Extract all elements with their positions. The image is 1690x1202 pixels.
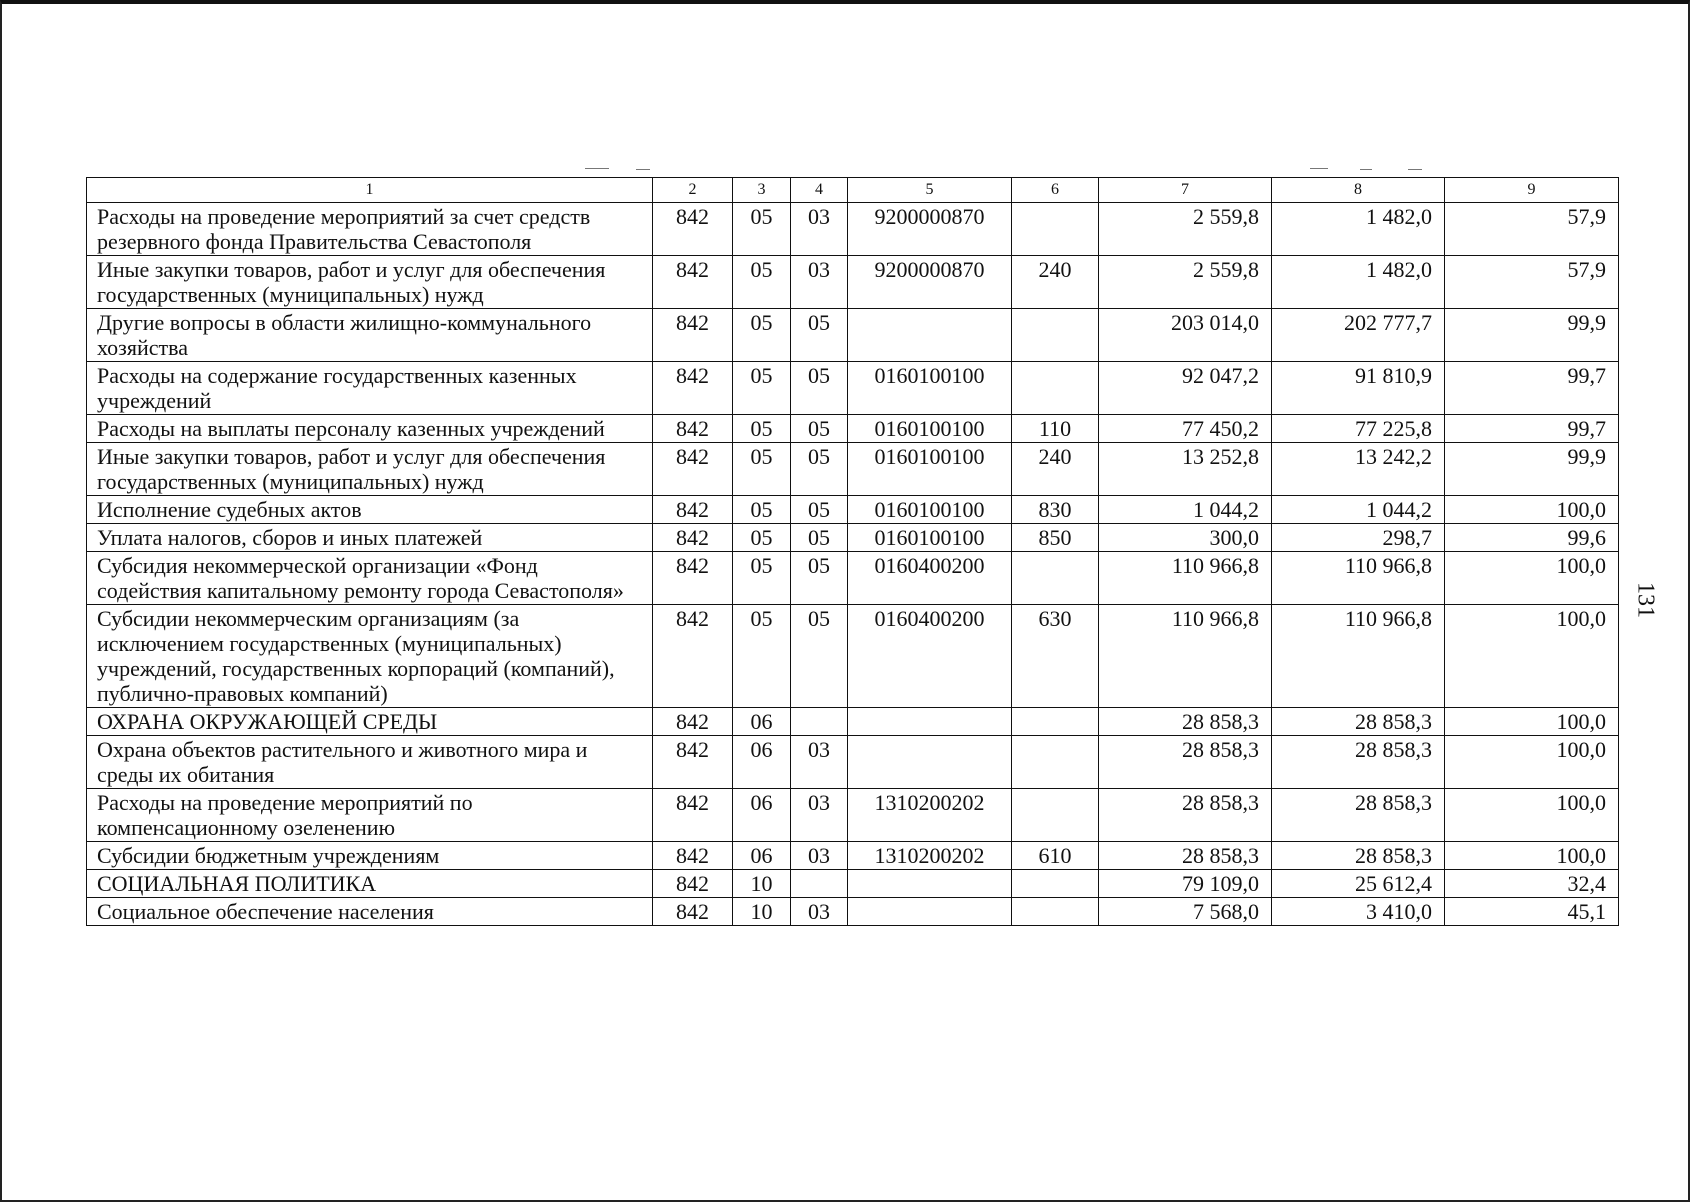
section-cell: 06 <box>733 842 791 870</box>
table-body <box>87 203 1619 926</box>
expense-type-cell <box>1012 362 1099 415</box>
header-cell: 6 <box>1012 178 1099 203</box>
actual-amount-cell: 28 858,3 <box>1272 842 1445 870</box>
subsection-cell: 05 <box>791 443 848 496</box>
actual-amount-cell: 110 966,8 <box>1272 605 1445 708</box>
target-code-cell <box>848 898 1012 926</box>
percent-cell: 99,7 <box>1445 415 1619 443</box>
expense-type-cell <box>1012 309 1099 362</box>
row-name-cell: Расходы на проведение мероприятий за счет средств резервного фонда Правительства Севастополя <box>87 203 653 256</box>
percent-cell: 99,9 <box>1445 443 1619 496</box>
section-cell: 10 <box>733 898 791 926</box>
percent-cell: 100,0 <box>1445 789 1619 842</box>
row-name-cell: Другие вопросы в области жилищно-коммунального хозяйства <box>87 309 653 362</box>
section-cell: 05 <box>733 362 791 415</box>
row-name-cell: Социальное обеспечение населения <box>87 898 653 926</box>
planned-amount-cell: 28 858,3 <box>1099 736 1272 789</box>
expense-type-cell: 240 <box>1012 256 1099 309</box>
header-cell: 3 <box>733 178 791 203</box>
table-row <box>87 870 1619 898</box>
actual-amount-cell: 13 242,2 <box>1272 443 1445 496</box>
percent-cell: 99,6 <box>1445 524 1619 552</box>
header-row <box>87 178 1619 203</box>
row-name-cell: Расходы на проведение мероприятий по компенсационному озеленению <box>87 789 653 842</box>
expense-type-cell <box>1012 736 1099 789</box>
target-code-cell: 1310200202 <box>848 789 1012 842</box>
section-cell: 05 <box>733 524 791 552</box>
gov-code-cell: 842 <box>653 415 733 443</box>
planned-amount-cell: 1 044,2 <box>1099 496 1272 524</box>
expense-type-cell: 110 <box>1012 415 1099 443</box>
planned-amount-cell: 2 559,8 <box>1099 256 1272 309</box>
row-name-cell: Уплата налогов, сборов и иных платежей <box>87 524 653 552</box>
expense-type-cell: 610 <box>1012 842 1099 870</box>
target-code-cell: 9200000870 <box>848 203 1012 256</box>
table-row <box>87 552 1619 605</box>
expense-type-cell <box>1012 898 1099 926</box>
table-row <box>87 524 1619 552</box>
gov-code-cell: 842 <box>653 362 733 415</box>
percent-cell: 99,9 <box>1445 309 1619 362</box>
section-cell: 05 <box>733 309 791 362</box>
percent-cell: 57,9 <box>1445 203 1619 256</box>
percent-cell: 100,0 <box>1445 496 1619 524</box>
header-cell: 9 <box>1445 178 1619 203</box>
target-code-cell: 0160100100 <box>848 443 1012 496</box>
expense-type-cell: 850 <box>1012 524 1099 552</box>
target-code-cell: 0160100100 <box>848 362 1012 415</box>
planned-amount-cell: 28 858,3 <box>1099 708 1272 736</box>
header-cell: 7 <box>1099 178 1272 203</box>
table-row <box>87 415 1619 443</box>
gov-code-cell: 842 <box>653 842 733 870</box>
scan-speck <box>1360 169 1372 170</box>
target-code-cell: 1310200202 <box>848 842 1012 870</box>
subsection-cell: 03 <box>791 203 848 256</box>
table-row <box>87 708 1619 736</box>
subsection-cell: 05 <box>791 496 848 524</box>
target-code-cell: 0160100100 <box>848 496 1012 524</box>
actual-amount-cell: 1 482,0 <box>1272 256 1445 309</box>
subsection-cell: 03 <box>791 256 848 309</box>
percent-cell: 45,1 <box>1445 898 1619 926</box>
planned-amount-cell: 2 559,8 <box>1099 203 1272 256</box>
target-code-cell: 0160100100 <box>848 415 1012 443</box>
subsection-cell: 05 <box>791 415 848 443</box>
planned-amount-cell: 7 568,0 <box>1099 898 1272 926</box>
percent-cell: 57,9 <box>1445 256 1619 309</box>
percent-cell: 100,0 <box>1445 708 1619 736</box>
target-code-cell: 0160400200 <box>848 605 1012 708</box>
subsection-cell: 03 <box>791 842 848 870</box>
actual-amount-cell: 3 410,0 <box>1272 898 1445 926</box>
subsection-cell: 05 <box>791 605 848 708</box>
percent-cell: 32,4 <box>1445 870 1619 898</box>
section-cell: 06 <box>733 789 791 842</box>
header-cell: 1 <box>87 178 653 203</box>
actual-amount-cell: 77 225,8 <box>1272 415 1445 443</box>
table-row <box>87 362 1619 415</box>
row-name-cell: Субсидии бюджетным учреждениям <box>87 842 653 870</box>
target-code-cell <box>848 309 1012 362</box>
planned-amount-cell: 77 450,2 <box>1099 415 1272 443</box>
planned-amount-cell: 28 858,3 <box>1099 789 1272 842</box>
table-row <box>87 443 1619 496</box>
section-cell: 10 <box>733 870 791 898</box>
section-cell: 06 <box>733 708 791 736</box>
subsection-cell: 05 <box>791 552 848 605</box>
gov-code-cell: 842 <box>653 898 733 926</box>
actual-amount-cell: 28 858,3 <box>1272 736 1445 789</box>
row-name-cell: ОХРАНА ОКРУЖАЮЩЕЙ СРЕДЫ <box>87 708 653 736</box>
subsection-cell: 03 <box>791 789 848 842</box>
target-code-cell <box>848 736 1012 789</box>
expense-type-cell: 240 <box>1012 443 1099 496</box>
gov-code-cell: 842 <box>653 789 733 842</box>
expense-type-cell <box>1012 789 1099 842</box>
percent-cell: 100,0 <box>1445 842 1619 870</box>
scan-speck <box>636 169 650 170</box>
section-cell: 05 <box>733 605 791 708</box>
scan-speck <box>1310 168 1328 169</box>
table-row <box>87 309 1619 362</box>
target-code-cell <box>848 708 1012 736</box>
gov-code-cell: 842 <box>653 496 733 524</box>
gov-code-cell: 842 <box>653 256 733 309</box>
target-code-cell: 0160400200 <box>848 552 1012 605</box>
gov-code-cell: 842 <box>653 203 733 256</box>
row-name-cell: Расходы на содержание государственных казенных учреждений <box>87 362 653 415</box>
row-name-cell: Охрана объектов растительного и животного мира и среды их обитания <box>87 736 653 789</box>
subsection-cell <box>791 870 848 898</box>
table-row <box>87 203 1619 256</box>
table-row <box>87 256 1619 309</box>
scan-speck <box>1408 169 1422 170</box>
page-number: 131 <box>1632 582 1659 618</box>
row-name-cell: Субсидии некоммерческим организациям (за исключением государственных (муниципальных) учреждений, государственных корпораций (компаний), публично-правовых компаний) <box>87 605 653 708</box>
target-code-cell: 0160100100 <box>848 524 1012 552</box>
section-cell: 06 <box>733 736 791 789</box>
section-cell: 05 <box>733 203 791 256</box>
expense-type-cell: 830 <box>1012 496 1099 524</box>
subsection-cell <box>791 708 848 736</box>
gov-code-cell: 842 <box>653 552 733 605</box>
actual-amount-cell: 1 044,2 <box>1272 496 1445 524</box>
table-row <box>87 605 1619 708</box>
planned-amount-cell: 28 858,3 <box>1099 842 1272 870</box>
gov-code-cell: 842 <box>653 870 733 898</box>
row-name-cell: Исполнение судебных актов <box>87 496 653 524</box>
table-row <box>87 898 1619 926</box>
section-cell: 05 <box>733 256 791 309</box>
actual-amount-cell: 1 482,0 <box>1272 203 1445 256</box>
target-code-cell <box>848 870 1012 898</box>
planned-amount-cell: 110 966,8 <box>1099 552 1272 605</box>
row-name-cell: Расходы на выплаты персоналу казенных учреждений <box>87 415 653 443</box>
subsection-cell: 03 <box>791 736 848 789</box>
section-cell: 05 <box>733 552 791 605</box>
scan-speck <box>585 168 609 169</box>
actual-amount-cell: 28 858,3 <box>1272 708 1445 736</box>
gov-code-cell: 842 <box>653 524 733 552</box>
percent-cell: 99,7 <box>1445 362 1619 415</box>
gov-code-cell: 842 <box>653 309 733 362</box>
table-row <box>87 496 1619 524</box>
percent-cell: 100,0 <box>1445 736 1619 789</box>
target-code-cell: 9200000870 <box>848 256 1012 309</box>
row-name-cell: Субсидия некоммерческой организации «Фонд содействия капитальному ремонту города Севастополя» <box>87 552 653 605</box>
percent-cell: 100,0 <box>1445 552 1619 605</box>
expense-type-cell: 630 <box>1012 605 1099 708</box>
section-cell: 05 <box>733 496 791 524</box>
planned-amount-cell: 79 109,0 <box>1099 870 1272 898</box>
actual-amount-cell: 298,7 <box>1272 524 1445 552</box>
table-row <box>87 842 1619 870</box>
actual-amount-cell: 25 612,4 <box>1272 870 1445 898</box>
actual-amount-cell: 28 858,3 <box>1272 789 1445 842</box>
gov-code-cell: 842 <box>653 605 733 708</box>
header-cell: 5 <box>848 178 1012 203</box>
actual-amount-cell: 91 810,9 <box>1272 362 1445 415</box>
budget-table <box>86 177 1619 926</box>
expense-type-cell <box>1012 870 1099 898</box>
planned-amount-cell: 203 014,0 <box>1099 309 1272 362</box>
expense-type-cell <box>1012 203 1099 256</box>
planned-amount-cell: 92 047,2 <box>1099 362 1272 415</box>
gov-code-cell: 842 <box>653 443 733 496</box>
row-name-cell: СОЦИАЛЬНАЯ ПОЛИТИКА <box>87 870 653 898</box>
section-cell: 05 <box>733 443 791 496</box>
subsection-cell: 05 <box>791 309 848 362</box>
header-cell: 4 <box>791 178 848 203</box>
gov-code-cell: 842 <box>653 736 733 789</box>
percent-cell: 100,0 <box>1445 605 1619 708</box>
expense-type-cell <box>1012 552 1099 605</box>
row-name-cell: Иные закупки товаров, работ и услуг для обеспечения государственных (муниципальных) нужд <box>87 443 653 496</box>
subsection-cell: 03 <box>791 898 848 926</box>
row-name-cell: Иные закупки товаров, работ и услуг для обеспечения государственных (муниципальных) нужд <box>87 256 653 309</box>
section-cell: 05 <box>733 415 791 443</box>
subsection-cell: 05 <box>791 362 848 415</box>
actual-amount-cell: 110 966,8 <box>1272 552 1445 605</box>
header-cell: 2 <box>653 178 733 203</box>
planned-amount-cell: 110 966,8 <box>1099 605 1272 708</box>
table-row <box>87 736 1619 789</box>
planned-amount-cell: 13 252,8 <box>1099 443 1272 496</box>
actual-amount-cell: 202 777,7 <box>1272 309 1445 362</box>
table-row <box>87 789 1619 842</box>
expense-type-cell <box>1012 708 1099 736</box>
gov-code-cell: 842 <box>653 708 733 736</box>
planned-amount-cell: 300,0 <box>1099 524 1272 552</box>
subsection-cell: 05 <box>791 524 848 552</box>
header-cell: 8 <box>1272 178 1445 203</box>
